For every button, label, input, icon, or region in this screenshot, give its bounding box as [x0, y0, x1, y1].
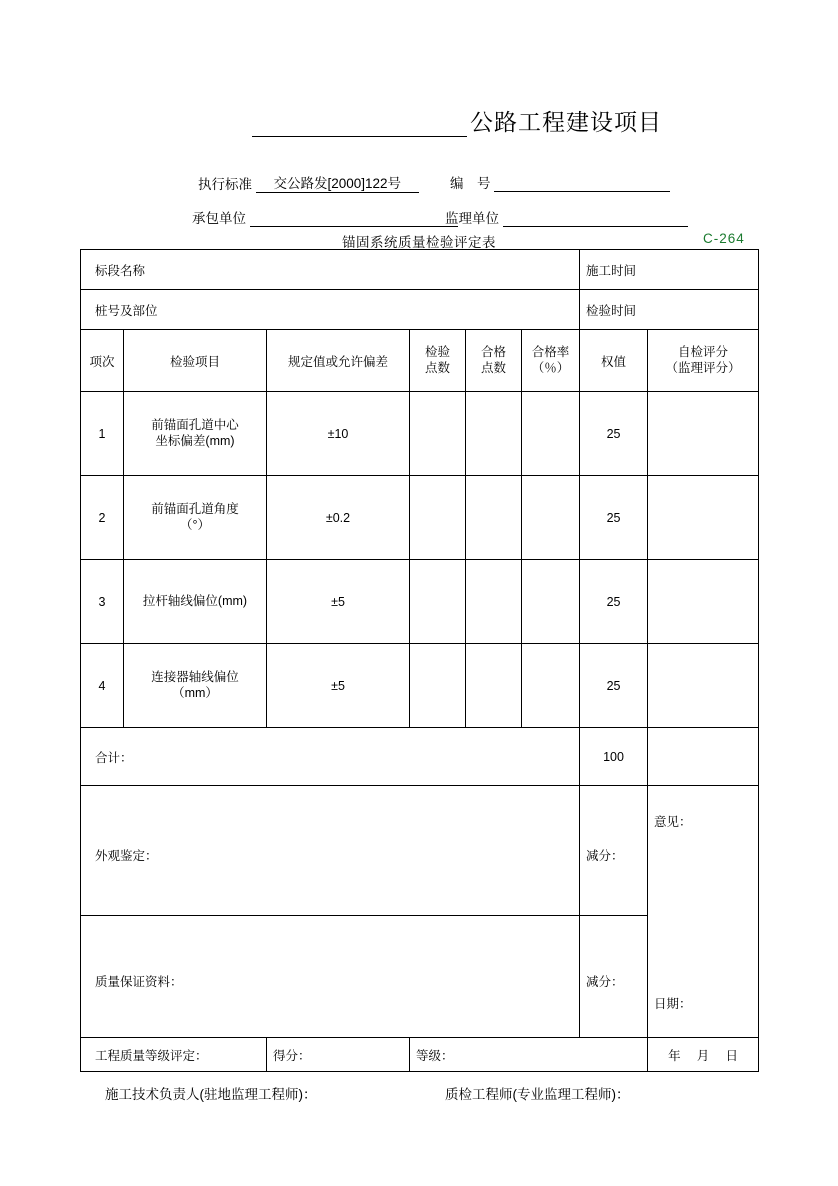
col-score-line1: 自检评分: [678, 344, 729, 359]
quality-doc-cell[interactable]: [81, 916, 580, 1038]
row-weight: 25: [580, 476, 648, 560]
supervisor-label: 监理单位: [445, 211, 499, 226]
col-pass-rate: [522, 330, 580, 392]
date-ymd-cell[interactable]: [648, 1038, 759, 1072]
page-title: 公路工程建设项目: [470, 109, 662, 135]
tech-leader-label: 施工技术负责人(驻地监理工程师)：: [105, 1087, 317, 1102]
col-pass-rate-line2: （％）: [531, 360, 570, 375]
title-rule: [252, 136, 467, 137]
row-item: [124, 476, 267, 560]
row-check-points[interactable]: [410, 392, 466, 476]
row-score[interactable]: [648, 476, 759, 560]
quality-deduct-cell[interactable]: [580, 916, 648, 1038]
appearance-label: 外观鉴定：: [95, 848, 158, 863]
row-spec: ±0.2: [267, 476, 410, 560]
standard-value[interactable]: 交公路发[2000]122号: [256, 172, 419, 193]
row-score[interactable]: [648, 392, 759, 476]
row-pass-rate[interactable]: [522, 560, 580, 644]
col-score-line2: （监理评分）: [665, 360, 741, 375]
total-score[interactable]: [648, 728, 759, 786]
row-spec: ±5: [267, 644, 410, 728]
total-weight: 100: [580, 728, 648, 786]
section-name-cell: [81, 250, 580, 290]
row-item-line1: 前锚面孔道角度: [151, 501, 239, 516]
col-check-points-line1: 检验: [424, 344, 450, 359]
col-check-points: [410, 330, 466, 392]
score-label: 得分：: [273, 1048, 311, 1063]
opinion-label: 意见：: [654, 814, 692, 829]
form-code: C-264: [703, 231, 745, 246]
row-check-points[interactable]: [410, 644, 466, 728]
form-name: 锚固系统质量检验评定表: [342, 235, 496, 250]
opinion-cell[interactable]: [648, 786, 759, 1038]
row-weight: 25: [580, 560, 648, 644]
supervisor-row: [445, 207, 688, 227]
row-check-points[interactable]: [410, 560, 466, 644]
number-value[interactable]: [494, 191, 670, 192]
row-index: 2: [81, 476, 124, 560]
col-pass-points-line2: 点数: [480, 360, 506, 375]
month-label: 月: [696, 1048, 710, 1063]
standard-row: [198, 172, 419, 193]
year-label: 年: [668, 1048, 681, 1063]
construction-time-label: 施工时间: [586, 263, 637, 278]
table-header-row: [81, 330, 759, 392]
level-cell[interactable]: [410, 1038, 648, 1072]
col-score: [648, 330, 759, 392]
col-index: 项次: [81, 330, 124, 392]
col-pass-rate-line1: 合格率: [531, 344, 570, 359]
appearance-cell[interactable]: [81, 786, 580, 916]
number-row: [450, 172, 670, 192]
quality-doc-label: 质量保证资料：: [95, 974, 183, 989]
inspection-time-cell: [580, 290, 759, 330]
row-weight: 25: [580, 644, 648, 728]
row-item: [124, 644, 267, 728]
row-score[interactable]: [648, 560, 759, 644]
table-row: [81, 560, 759, 644]
inspection-time-label: 检验时间: [586, 303, 637, 318]
row-item-line2: 坐标偏差(mm): [155, 433, 235, 448]
standard-label: 执行标准: [198, 177, 252, 192]
row-spec: ±10: [267, 392, 410, 476]
appearance-deduct-cell[interactable]: [580, 786, 648, 916]
table-row-pile: [81, 290, 759, 330]
pile-label: 桩号及部位: [95, 303, 158, 318]
row-item: [124, 560, 267, 644]
contractor-label: 承包单位: [192, 211, 246, 226]
row-item-line2: （mm）: [172, 685, 218, 700]
col-item: 检验项目: [124, 330, 267, 392]
appearance-deduct-label: 减分：: [586, 848, 624, 863]
col-weight: 权值: [580, 330, 648, 392]
opinion-date-label: 日期：: [654, 996, 692, 1011]
pile-cell: [81, 290, 580, 330]
level-label: 等级：: [416, 1048, 454, 1063]
table-total-row: [81, 728, 759, 786]
number-label: 编 号: [450, 176, 491, 191]
grade-eval-cell[interactable]: [81, 1038, 267, 1072]
table-row-section: [81, 250, 759, 290]
construction-time-cell: [580, 250, 759, 290]
quality-engineer-label: 质检工程师(专业监理工程师)：: [445, 1087, 630, 1102]
row-weight: 25: [580, 392, 648, 476]
col-pass-points-line1: 合格: [480, 344, 506, 359]
table-row: [81, 392, 759, 476]
day-label: 日: [725, 1048, 738, 1063]
row-item-line1: 连接器轴线偏位: [151, 669, 239, 684]
row-pass-rate[interactable]: [522, 476, 580, 560]
col-check-points-line2: 点数: [424, 360, 450, 375]
appearance-row: [81, 786, 759, 916]
section-name-label: 标段名称: [95, 263, 146, 278]
score-cell[interactable]: [267, 1038, 410, 1072]
table-row: [81, 644, 759, 728]
row-index: 3: [81, 560, 124, 644]
quality-deduct-label: 减分：: [586, 974, 624, 989]
col-pass-points: [466, 330, 522, 392]
row-item-line1: 前锚面孔道中心: [151, 417, 239, 432]
row-pass-points[interactable]: [466, 560, 522, 644]
inspection-table: [80, 249, 759, 1072]
row-item: [124, 392, 267, 476]
row-pass-rate[interactable]: [522, 644, 580, 728]
table-row: [81, 476, 759, 560]
row-item-line2: （°）: [180, 517, 210, 532]
grade-eval-label: 工程质量等级评定：: [95, 1048, 208, 1063]
row-score[interactable]: [648, 644, 759, 728]
row-pass-rate[interactable]: [522, 392, 580, 476]
grade-row: [81, 1038, 759, 1072]
row-item-line1: 拉杆轴线偏位(mm): [142, 593, 248, 608]
total-label-cell: 合计：: [81, 728, 580, 786]
row-pass-points[interactable]: [466, 392, 522, 476]
row-index: 4: [81, 644, 124, 728]
contractor-row: [192, 207, 458, 227]
col-spec: 规定值或允许偏差: [267, 330, 410, 392]
supervisor-value[interactable]: [503, 226, 688, 227]
contractor-value[interactable]: [250, 226, 458, 227]
row-pass-points[interactable]: [466, 476, 522, 560]
row-pass-points[interactable]: [466, 644, 522, 728]
row-index: 1: [81, 392, 124, 476]
row-spec: ±5: [267, 560, 410, 644]
row-check-points[interactable]: [410, 476, 466, 560]
